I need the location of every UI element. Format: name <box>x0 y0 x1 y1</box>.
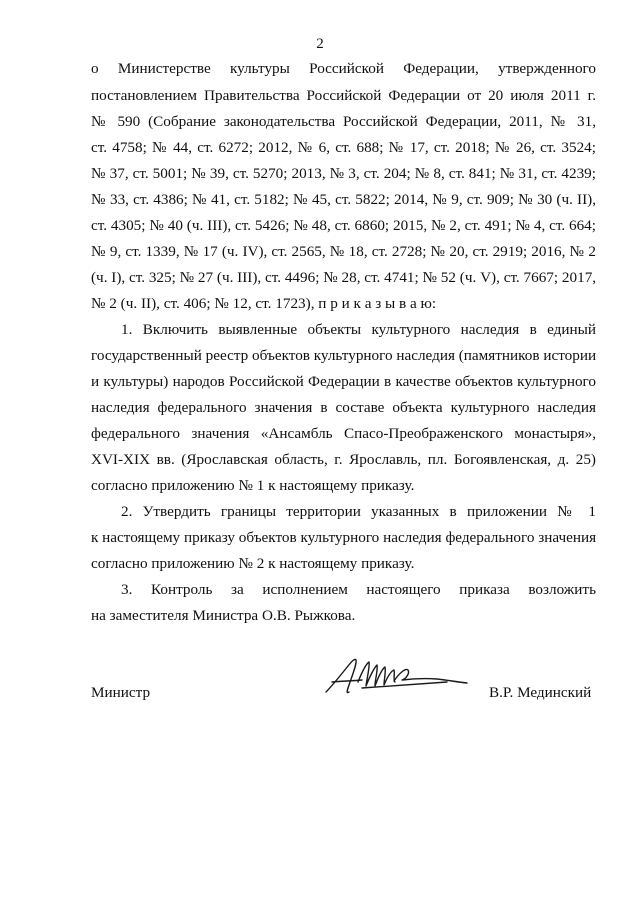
page-number: 2 <box>316 36 324 52</box>
body-line: наследия федерального значения в составе объекта культурного наследия <box>91 399 596 416</box>
body-line: 3. Контроль за исполнением настоящего приказа возложить <box>121 581 596 598</box>
body-line: постановлением Правительства Российской Федерации от 20 июля 2011 г. <box>91 87 596 104</box>
body-line: XVI-XIX вв. (Ярославская область, г. Ярославль, пл. Богоявленская, д. 25) <box>91 451 596 468</box>
body-line: федерального значения «Ансамбль Спасо-Преображенского монастыря», <box>91 425 596 442</box>
handwritten-signature <box>322 652 472 702</box>
body-line: 2. Утвердить границы территории указанных в приложении № 1 <box>121 503 596 520</box>
body-line: к настоящему приказу объектов культурного наследия федерального значения <box>91 529 597 546</box>
body-line: № 9, ст. 1339, № 17 (ч. IV), ст. 2565, № 18, ст. 2728; № 20, ст. 2919; 2016, № 2 <box>91 243 596 260</box>
body-line: 1. Включить выявленные объекты культурного наследия в единый <box>121 321 596 338</box>
body-line: о Министерстве культуры Российской Федерации, утвержденного <box>91 60 596 77</box>
body-line: государственный реестр объектов культурного наследия (памятников истории <box>91 347 597 364</box>
signatory-position: Министр <box>91 684 151 701</box>
body-line: № 590 (Собрание законодательства Российской Федерации, 2011, № 31, <box>91 113 596 130</box>
body-line: и культуры) народов Российской Федерации в качестве объектов культурного <box>91 373 596 390</box>
signatory-name: В.Р. Мединский <box>489 684 592 701</box>
body-line: (ч. I), ст. 325; № 27 (ч. III), ст. 4496; № 28, ст. 4741; № 52 (ч. V), ст. 7667; 2017, <box>91 269 597 286</box>
body-line: ст. 4305; № 40 (ч. III), ст. 5426; № 48, ст. 6860; 2015, № 2, ст. 491; № 4, ст. 664; <box>91 217 596 234</box>
body-line: на заместителя Министра О.В. Рыжкова. <box>91 607 356 624</box>
body-line: № 33, ст. 4386; № 41, ст. 5182; № 45, ст. 5822; 2014, № 9, ст. 909; № 30 (ч. II), <box>91 191 596 208</box>
body-line: ст. 4758; № 44, ст. 6272; 2012, № 6, ст. 688; № 17, ст. 2018; № 26, ст. 3524; <box>91 139 596 156</box>
body-line: согласно приложению № 1 к настоящему приказу. <box>91 477 415 494</box>
body-line: № 37, ст. 5001; № 39, ст. 5270; 2013, № 3, ст. 204; № 8, ст. 841; № 31, ст. 4239; <box>91 165 596 182</box>
body-line: № 2 (ч. II), ст. 406; № 12, ст. 1723), п р и к а з ы в а ю: <box>91 295 437 312</box>
body-line: согласно приложению № 2 к настоящему приказу. <box>91 555 415 572</box>
